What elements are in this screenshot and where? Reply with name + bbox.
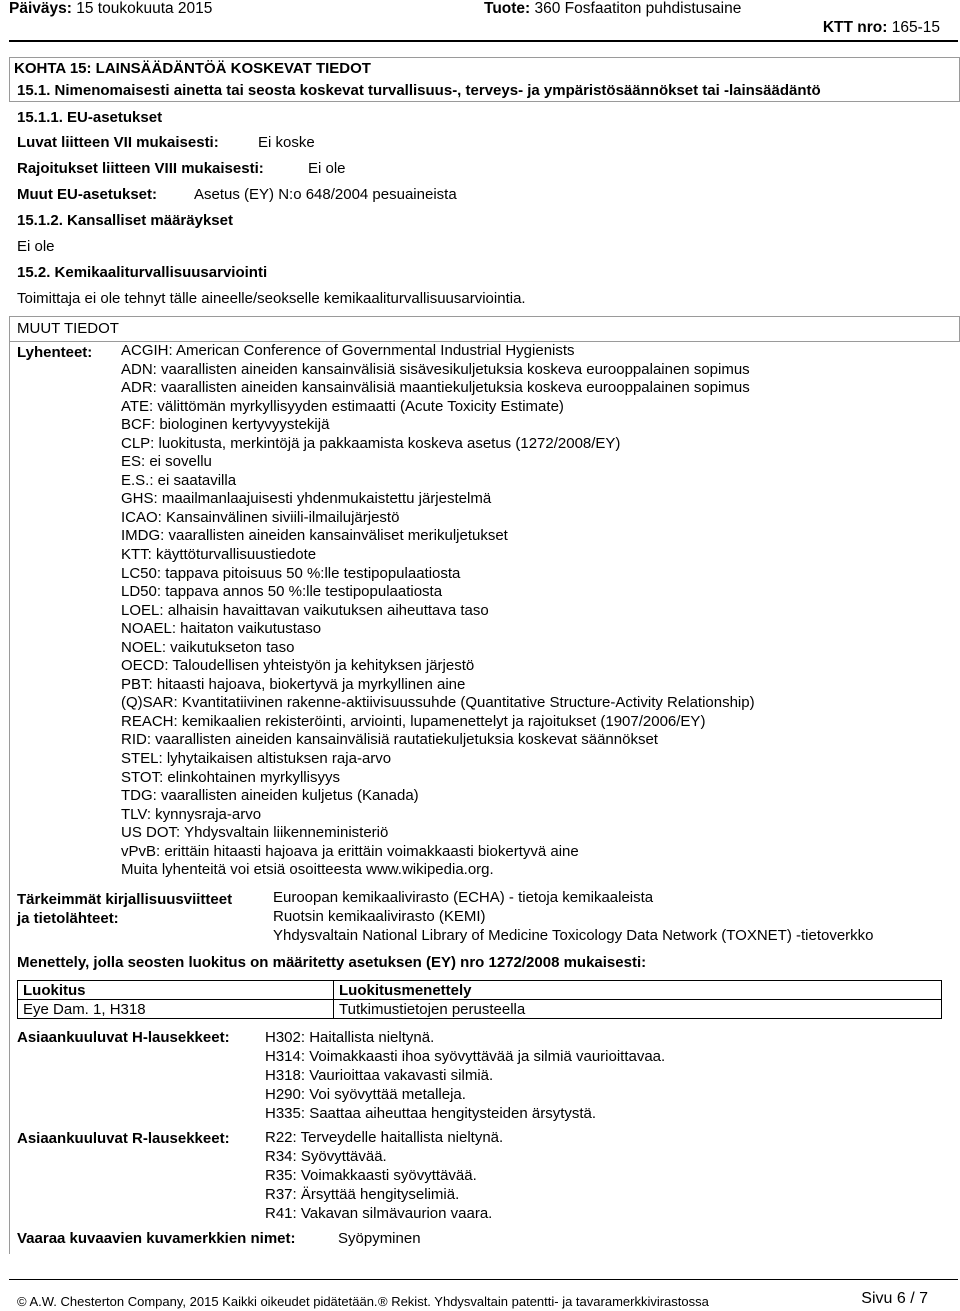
literature-item: Ruotsin kemikaalivirasto (KEMI) — [273, 908, 486, 925]
literature-label — [17, 890, 232, 928]
literature-list — [273, 888, 874, 945]
classification-table — [17, 980, 942, 1019]
literature-item: Euroopan kemikaalivirasto (ECHA) - tietoja kemikaaleista — [273, 889, 654, 906]
r-statements-list — [265, 1128, 503, 1223]
header-product — [484, 0, 741, 18]
table-row — [18, 1000, 942, 1019]
abbreviation-item: LC50: tappava pitoisuus 50 %:lle testipopulaatiosta — [121, 564, 461, 582]
muut-eu-label: Muut EU-asetukset: — [17, 186, 158, 203]
h-statement-item: H335: Saattaa aiheuttaa hengitysteiden ärsytystä. — [265, 1105, 597, 1122]
h-statement-item: H290: Voi syövyttää metalleja. — [265, 1086, 466, 1103]
rajoitukset-value: Ei ole — [308, 160, 346, 177]
literature-item: Yhdysvaltain National Library of Medicine Toxicology Data Network (TOXNET) -tietoverkko — [273, 927, 874, 944]
section1512-value: Ei ole — [17, 238, 55, 255]
abbreviation-item: RID: vaarallisten aineiden kansainvälisiä rautatiekuljetuksia koskevat säännökset — [121, 731, 658, 749]
section152-value: Toimittaja ei ole tehnyt tälle aineelle/seokselle kemikaaliturvallisuusarviointia. — [17, 290, 526, 307]
r-statement-item: R35: Voimakkaasti syövyttävää. — [265, 1167, 477, 1184]
abbreviation-item: KTT: käyttöturvallisuustiedote — [121, 546, 317, 564]
abbreviation-item: TLV: kynnysraja-arvo — [121, 805, 262, 823]
ktt-label: KTT nro: — [822, 19, 888, 36]
muut-tiedot-box — [9, 316, 960, 342]
abbreviation-item: ES: ei sovellu — [121, 453, 212, 471]
abbreviation-item: ICAO: Kansainvälinen siviili-ilmailujärjestö — [121, 508, 400, 526]
date-label: Päiväys: — [9, 0, 72, 17]
section152-title: 15.2. Kemikaaliturvallisuusarviointi — [17, 264, 268, 281]
h-statement-item: H314: Voimakkaasti ihoa syövyttävää ja silmiä vaurioittavaa. — [265, 1048, 666, 1065]
method-title: Menettely, jolla seosten luokitus on määritetty asetuksen (EY) nro 1272/2008 mukaisesti: — [17, 954, 647, 971]
abbreviation-item: REACH: kemikaalien rekisteröinti, arviointi, lupamenettelyt ja rajoitukset (1907/2006/EY) — [121, 712, 706, 730]
abbreviation-item: E.S.: ei saatavilla — [121, 471, 237, 489]
table-header-row — [18, 981, 942, 1000]
footer-copyright: © A.W. Chesterton Company, 2015 Kaikki oikeudet pidätetään. — [17, 1294, 378, 1309]
product-value: 360 Fosfaatiton puhdistusaine — [534, 0, 742, 17]
literature-label-line1: Tärkeimmät kirjallisuusviitteet — [17, 891, 233, 908]
muut-tiedot-title: MUUT TIEDOT — [17, 320, 119, 337]
r-statement-item: R37: Ärsyttää hengityselimiä. — [265, 1186, 460, 1203]
r-statements-label: Asiaankuuluvat R-lausekkeet: — [17, 1130, 230, 1147]
abbreviation-item: ADN: vaarallisten aineiden kansainvälisiä sisävesikuljetuksia koskeva eurooppalainen sopimus — [121, 360, 750, 378]
abbreviation-item: US DOT: Yhdysvaltain liikenneministeriö — [121, 824, 389, 842]
abbreviation-item: NOEL: vaikutukseton taso — [121, 638, 295, 656]
pictogram-value: Syöpyminen — [338, 1230, 421, 1247]
abbreviation-item: NOAEL: haitaton vaikutustaso — [121, 620, 322, 638]
abbreviation-item: GHS: maailmanlaajuisesti yhdenmukaistettu järjestelmä — [121, 490, 492, 508]
luvat-value: Ei koske — [258, 134, 315, 151]
abbreviation-item: LOEL: alhaisin havaittavan vaikutuksen aiheuttava taso — [121, 601, 489, 619]
h-statement-item: H318: Vaurioittaa vakavasti silmiä. — [265, 1067, 494, 1084]
abbreviation-item: ATE: välittömän myrkyllisyyden estimaatti (Acute Toxicity Estimate) — [121, 397, 564, 415]
h-statement-item: H302: Haitallista nieltynä. — [265, 1029, 435, 1046]
h-statements-list — [265, 1028, 665, 1123]
abbreviation-item: STOT: elinkohtainen myrkyllisyys — [121, 768, 340, 786]
pictogram-label: Vaaraa kuvaavien kuvamerkkien nimet: — [17, 1230, 296, 1247]
r-statement-item: R41: Vakavan silmävaurion vaara. — [265, 1205, 493, 1222]
abbreviation-item: CLP: luokitusta, merkintöjä ja pakkaamista koskeva asetus (1272/2008/EY) — [121, 434, 621, 452]
abbreviation-item: BCF: biologinen kertyvyystekijä — [121, 416, 330, 434]
muut-eu-value: Asetus (EY) N:o 648/2004 pesuaineista — [194, 186, 457, 203]
header-rule — [9, 40, 958, 42]
abbreviation-item: Muita lyhenteitä voi etsiä osoitteesta www.wikipedia.org. — [121, 861, 494, 879]
section1512-title: 15.1.2. Kansalliset määräykset — [17, 212, 233, 229]
header-date — [9, 0, 212, 18]
ktt-value: 165-15 — [891, 19, 940, 36]
footer-page: Sivu 6 / 7 — [861, 1290, 928, 1307]
section1511-title: 15.1.1. EU-asetukset — [17, 109, 163, 126]
table-cell-method: Tutkimustietojen perusteella — [334, 1000, 942, 1019]
abbreviation-item: vPvB: erittäin hitaasti hajoava ja erittäin voimakkaasti biokertyvä aine — [121, 842, 579, 860]
footer-rule — [9, 1279, 958, 1280]
r-statement-item: R34: Syövyttävää. — [265, 1148, 387, 1165]
abbreviations-label: Lyhenteet: — [17, 344, 93, 361]
abbreviation-item: IMDG: vaarallisten aineiden kansainväliset merikuljetukset — [121, 527, 508, 545]
luvat-label: Luvat liitteen VII mukaisesti: — [17, 134, 219, 151]
abbreviation-item: STEL: lyhytaikaisen altistuksen raja-arvo — [121, 750, 392, 768]
rajoitukset-label: Rajoitukset liitteen VIII mukaisesti: — [17, 160, 264, 177]
abbreviation-item: ADR: vaarallisten aineiden kansainvälisiä maantiekuljetuksia koskeva eurooppalainen sopimus — [121, 379, 750, 397]
section15-title: KOHTA 15: LAINSÄÄDÄNTÖÄ KOSKEVAT TIEDOT — [14, 60, 371, 77]
abbreviation-item: OECD: Taloudellisen yhteistyön ja kehityksen järjestö — [121, 657, 475, 675]
section151-title: 15.1. Nimenomaisesti ainetta tai seosta koskevat turvallisuus-, terveys- ja ympäristösäännökset tai -lainsäädäntö — [17, 82, 821, 99]
header-ktt — [823, 19, 940, 37]
r-statement-item: R22: Terveydelle haitallista nieltynä. — [265, 1129, 504, 1146]
product-label: Tuote: — [484, 0, 531, 17]
table-header-luokitusmenettely: Luokitusmenettely — [334, 981, 942, 1000]
abbreviation-item: LD50: tappava annos 50 %:lle testipopulaatiosta — [121, 583, 443, 601]
left-margin-rule — [9, 342, 10, 1254]
date-value: 15 toukokuuta 2015 — [76, 0, 213, 17]
h-statements-label: Asiaankuuluvat H-lausekkeet: — [17, 1029, 230, 1046]
abbreviations-list — [121, 342, 755, 880]
footer-registered: ® Rekist. Yhdysvaltain patentti- ja tavaramerkkivirastossa — [378, 1294, 709, 1309]
abbreviation-item: (Q)SAR: Kvantitatiivinen rakenne-aktiivisuussuhde (Quantitative Structure-Activity Relationship) — [121, 694, 755, 712]
abbreviation-item: TDG: vaarallisten aineiden kuljetus (Kanada) — [121, 787, 419, 805]
abbreviation-item: PBT: hitaasti hajoava, biokertyvä ja myrkyllinen aine — [121, 675, 466, 693]
abbreviation-item: ACGIH: American Conference of Governmental Industrial Hygienists — [121, 342, 575, 359]
table-cell-classification: Eye Dam. 1, H318 — [18, 1000, 334, 1019]
literature-label-line2: ja tietolähteet: — [17, 910, 119, 927]
table-header-luokitus: Luokitus — [18, 981, 334, 1000]
